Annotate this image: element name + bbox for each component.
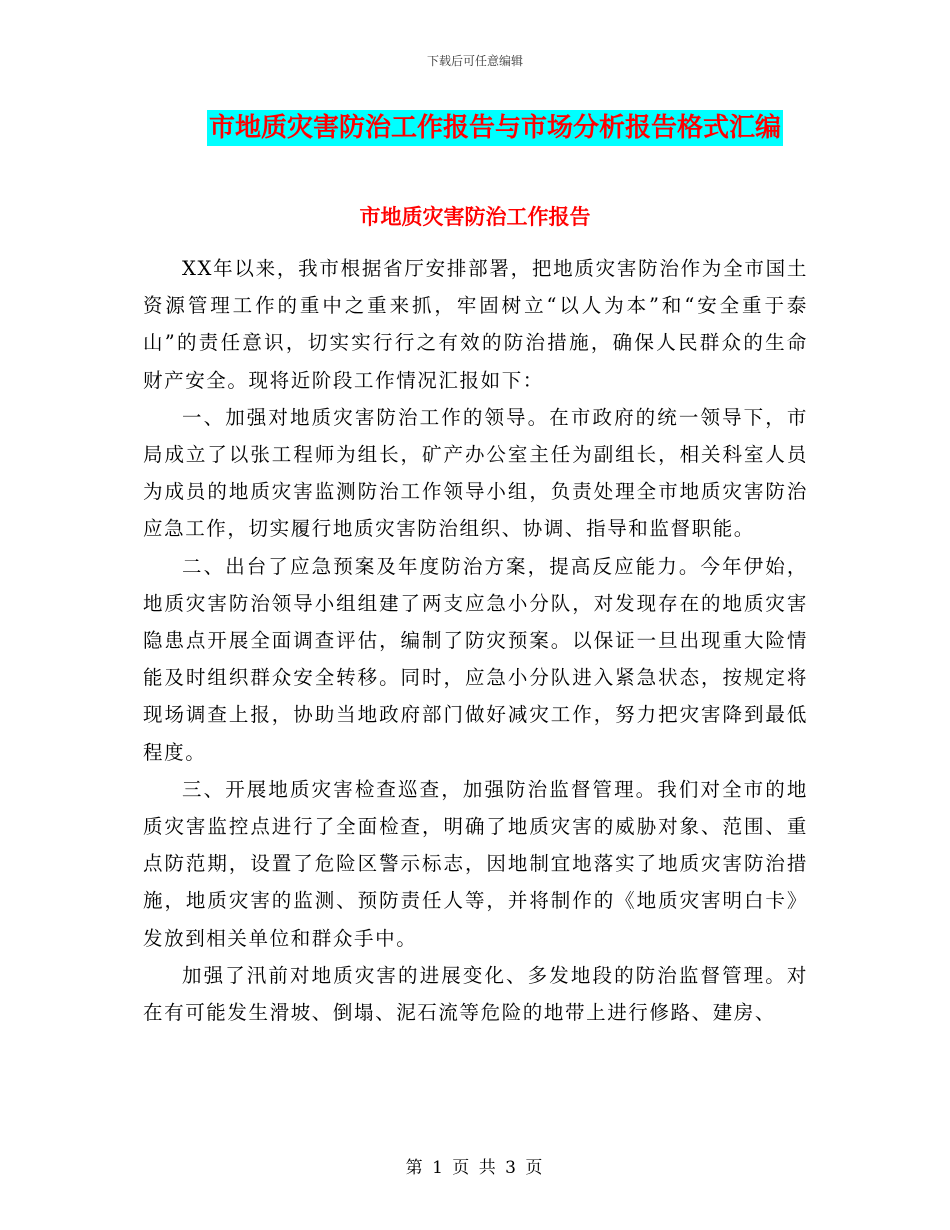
paragraph-section-3: 三、开展地质灾害检查巡查，加强防治监督管理。我们对全市的地质灾害监控点进行了全面检查，明确了地质灾害的威胁对象、范围、重点防范期，设置了危险区警示标志，因地制宜地落实了地质灾害防治措施，地质灾害的监测、预防责任人等，并将制作的《地质灾害明白卡》发放到相关单位和群众手中。 (143, 777, 808, 950)
sub-title: 市地质灾害防治工作报告 (359, 205, 591, 229)
page-number-footer: 第 1 页 共 3 页 (405, 1158, 545, 1178)
page-header-note: 下载后可任意编辑 (426, 54, 523, 68)
paragraph-section-2: 二、出台了应急预案及年度防治方案，提高反应能力。今年伊始，地质灾害防治领导小组组建了两支应急小分队，对发现存在的地质灾害隐患点开展全面调查评估，编制了防灾预案。以保证一旦出现重大险情能及时组织群众安全转移。同时，应急小分队进入紧急状态，按规定将现场调查上报，协助当地政府部门做好减灾工作，努力把灾害降到最低程度。 (143, 554, 808, 764)
main-title-container (0, 110, 950, 146)
main-title: 市地质灾害防治工作报告与市场分析报告格式汇编 (207, 110, 783, 146)
paragraph-section-3-continued: 加强了汛前对地质灾害的进展变化、多发地段的防治监督管理。对在有可能发生滑坡、倒塌、泥石流等危险的地带上进行修路、建房、 (143, 963, 808, 1025)
paragraph-intro: XX年以来，我市根据省厅安排部署，把地质灾害防治作为全市国土资源管理工作的重中之重来抓，牢固树立“以人为本”和“安全重于泰山”的责任意识，切实实行行之有效的防治措施，确保人民群众的生命财产安全。现将近阶段工作情况汇报如下： (143, 257, 808, 392)
paragraph-section-1: 一、加强对地质灾害防治工作的领导。在市政府的统一领导下，市局成立了以张工程师为组长，矿产办公室主任为副组长，相关科室人员为成员的地质灾害监测防治工作领导小组，负责处理全市地质灾害防治应急工作，切实履行地质灾害防治组织、协调、指导和监督职能。 (143, 405, 808, 541)
document-body (143, 250, 808, 1031)
